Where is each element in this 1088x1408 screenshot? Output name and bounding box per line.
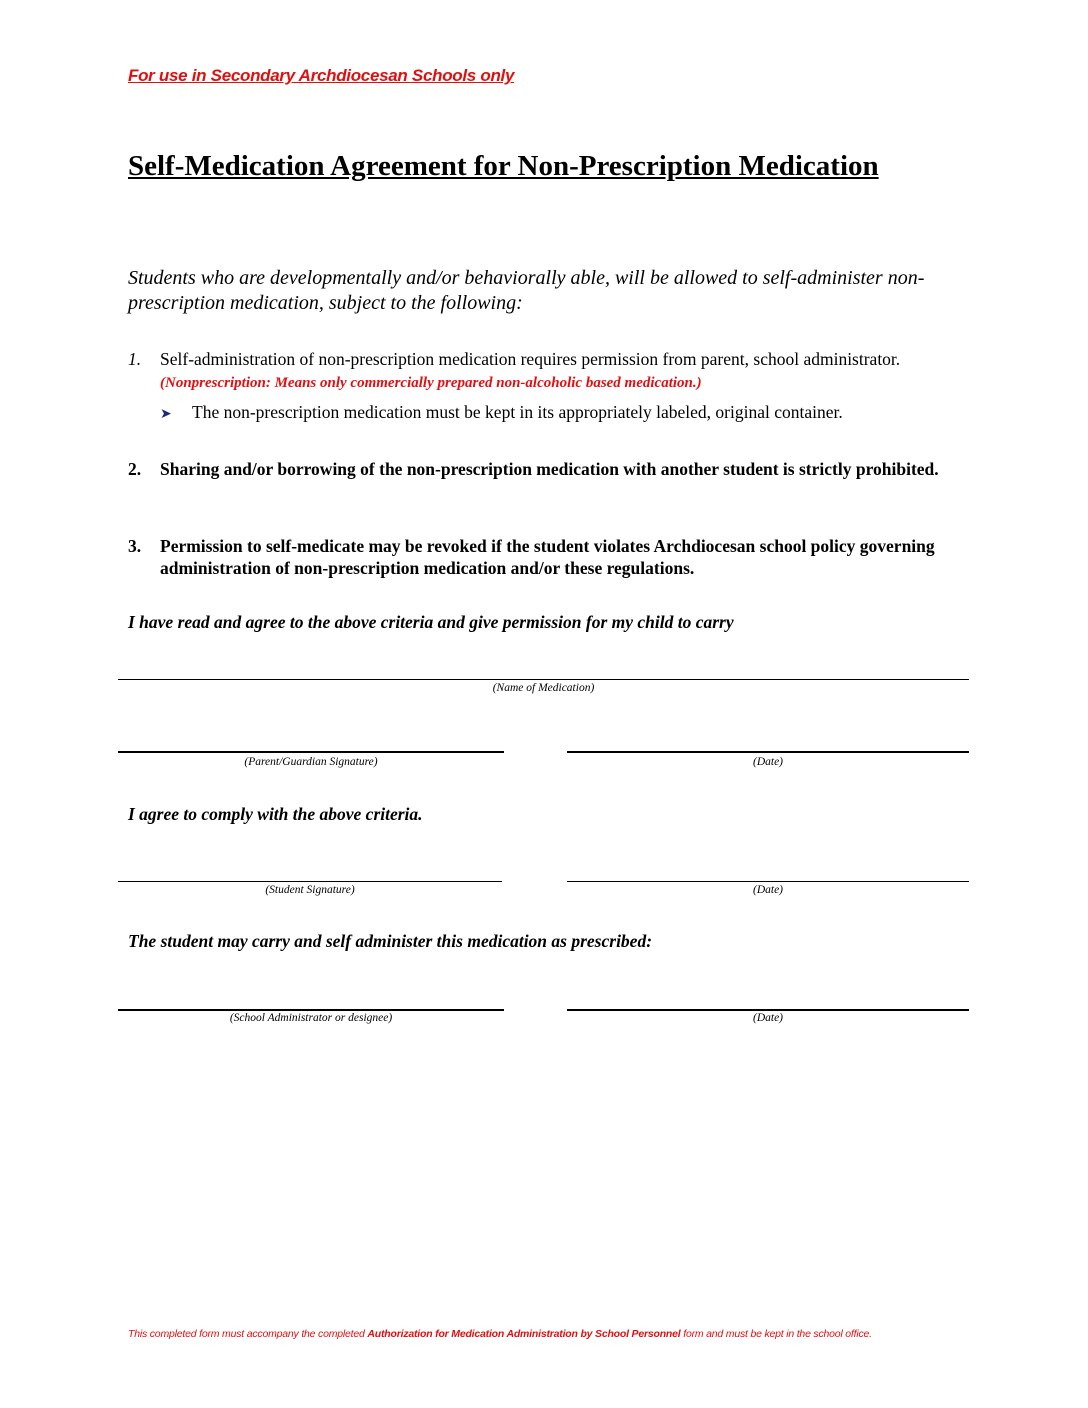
admin-authorization-statement: The student may carry and self administer this medication as prescribed: <box>128 931 653 951</box>
student-date-field[interactable] <box>567 881 969 882</box>
student-date-caption: (Date) <box>752 884 783 896</box>
list-item-1 <box>128 348 978 394</box>
sub-bullet <box>160 402 960 423</box>
admin-signature-field[interactable] <box>118 1009 504 1011</box>
student-signature-field[interactable] <box>118 881 502 882</box>
medication-name-field[interactable] <box>118 679 969 680</box>
item-text <box>160 348 980 394</box>
footer-text-after: form and must be kept in the school office. <box>680 1328 872 1340</box>
parent-signature-caption: (Parent/Guardian Signature) <box>244 756 378 768</box>
footer-note <box>128 1328 872 1340</box>
page-title: Self-Medication Agreement for Non-Prescription Medication <box>128 150 879 182</box>
admin-date-field[interactable] <box>567 1009 969 1011</box>
footer-text-before: This completed form must accompany the completed <box>128 1328 368 1340</box>
footer-form-name: Authorization for Medication Administration by School Personnel <box>367 1328 681 1340</box>
parent-agreement-statement: I have read and agree to the above criteria and give permission for my child to carry <box>128 612 734 632</box>
list-item-3 <box>128 535 978 581</box>
item-3-text: Permission to self-medicate may be revoked if the student violates Archdiocesan school policy governing administration of non-prescription medication and/or these regulations. <box>160 536 935 578</box>
item-number: 3. <box>128 536 142 556</box>
parent-date-caption: (Date) <box>752 756 783 768</box>
intro-text: Students who are developmentally and/or behaviorally able, will be allowed to self-administer non-prescription medication, subject to the following: <box>128 267 925 314</box>
admin-date-caption: (Date) <box>752 1012 783 1024</box>
medication-name-caption: (Name of Medication) <box>492 682 595 694</box>
item-number: 1. <box>128 349 142 369</box>
student-signature-caption: (Student Signature) <box>265 884 355 896</box>
list-item-2 <box>128 458 978 504</box>
item-number: 2. <box>128 459 142 479</box>
sub-bullet-text: The non-prescription medication must be kept in its appropriately labeled, original container. <box>192 402 843 422</box>
parent-signature-field[interactable] <box>118 751 504 753</box>
student-agreement-statement: I agree to comply with the above criteria. <box>128 804 423 824</box>
item-2-text: Sharing and/or borrowing of the non-prescription medication with another student is strictly prohibited. <box>160 459 939 479</box>
nonprescription-note: (Nonprescription: Means only commercially prepared non-alcoholic based medication.) <box>160 375 702 391</box>
usage-notice: For use in Secondary Archdiocesan Schools only <box>128 66 515 85</box>
item-1-text: Self-administration of non-prescription medication requires permission from parent, school administrator. <box>160 349 901 369</box>
admin-signature-caption: (School Administrator or designee) <box>229 1012 393 1024</box>
arrow-bullet-icon: ➤ <box>160 407 172 422</box>
parent-date-field[interactable] <box>567 751 969 753</box>
